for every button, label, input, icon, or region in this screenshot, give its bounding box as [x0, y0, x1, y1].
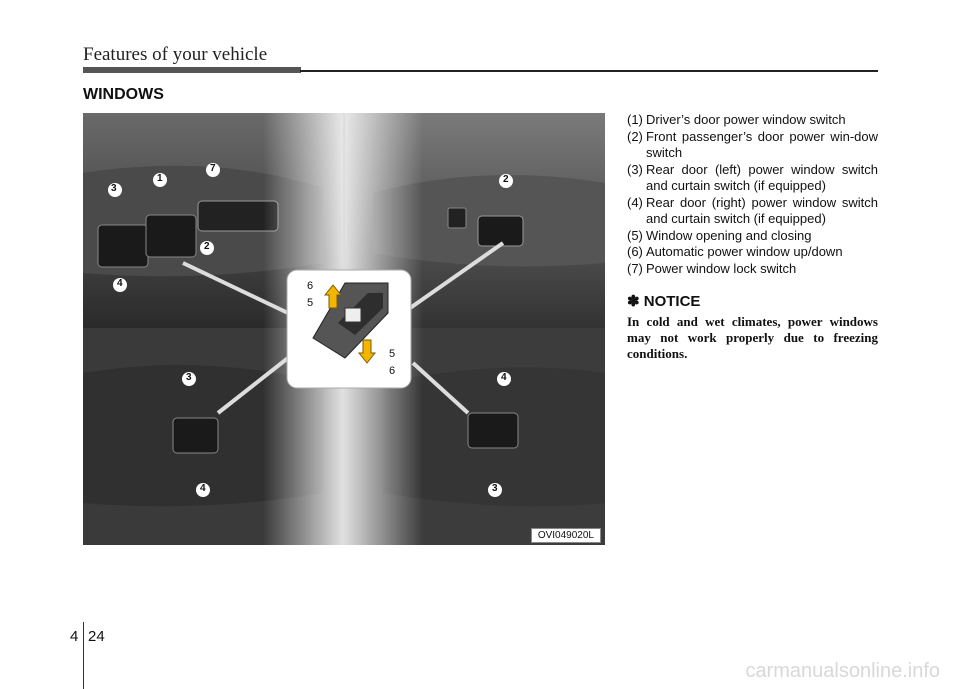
footer-divider — [83, 622, 84, 689]
list-item-number: (2) — [627, 128, 643, 144]
list-item-number: (1) — [627, 112, 643, 127]
list-item — [627, 162, 878, 195]
header-bar — [83, 67, 301, 73]
list-item-number: (7) — [627, 260, 643, 276]
callout-top-2: 1 — [157, 173, 163, 184]
switch-list — [627, 112, 878, 277]
list-item — [627, 244, 878, 261]
list-item — [627, 195, 878, 228]
list-item-text: Power window lock switch — [646, 260, 797, 276]
list-item — [627, 261, 878, 278]
callout-bottom-1: 3 — [186, 372, 192, 383]
list-item — [627, 228, 878, 245]
notice-body: In cold and wet climates, power windows may not work properly due to freezing conditions. — [627, 314, 878, 361]
notice-title: ✽ NOTICE — [627, 293, 701, 310]
chapter-number: 4 — [70, 628, 79, 645]
watermark-text: carmanualsonline.info — [745, 660, 940, 682]
inset-label-6-top: 6 — [307, 280, 314, 292]
list-item — [627, 112, 878, 129]
callout-bottom-4: 3 — [492, 483, 498, 494]
inset-label-6-bottom: 6 — [389, 365, 396, 377]
callout-top-1: 3 — [111, 183, 117, 194]
callout-top-3: 7 — [210, 163, 216, 174]
list-item-text: Rear door (left) power window switch and curtain switch (if equipped) — [646, 161, 878, 193]
list-item-number: (3) — [627, 161, 643, 177]
list-item-number: (6) — [627, 244, 643, 259]
section-title: WINDOWS — [83, 86, 164, 103]
list-item-text: Driver’s door power window switch — [646, 112, 846, 127]
inset-label-5-top: 5 — [307, 297, 314, 309]
list-item-number: (4) — [627, 194, 643, 210]
callout-top-5: 4 — [117, 278, 123, 289]
inset-label-5-bottom: 5 — [389, 348, 396, 360]
list-item-number: (5) — [627, 227, 643, 243]
header-title: Features of your vehicle — [83, 44, 268, 65]
list-item-text: Window opening and closing — [646, 227, 812, 243]
callout-top-6: 2 — [503, 174, 509, 185]
list-item-text: Front passenger’s door power win-dow switch — [646, 128, 878, 160]
figure-code: OVI049020L — [531, 528, 601, 543]
callout-bottom-2: 4 — [501, 372, 507, 383]
page-number: 24 — [88, 628, 105, 645]
list-item-text: Automatic power window up/down — [646, 244, 843, 259]
callout-top-4: 2 — [204, 241, 210, 252]
list-item-text: Rear door (right) power window switch and curtain switch (if equipped) — [646, 194, 878, 226]
list-item — [627, 129, 878, 162]
callout-bottom-3: 4 — [200, 483, 206, 494]
window-switch-figure — [83, 113, 605, 545]
header-rule — [300, 70, 878, 72]
